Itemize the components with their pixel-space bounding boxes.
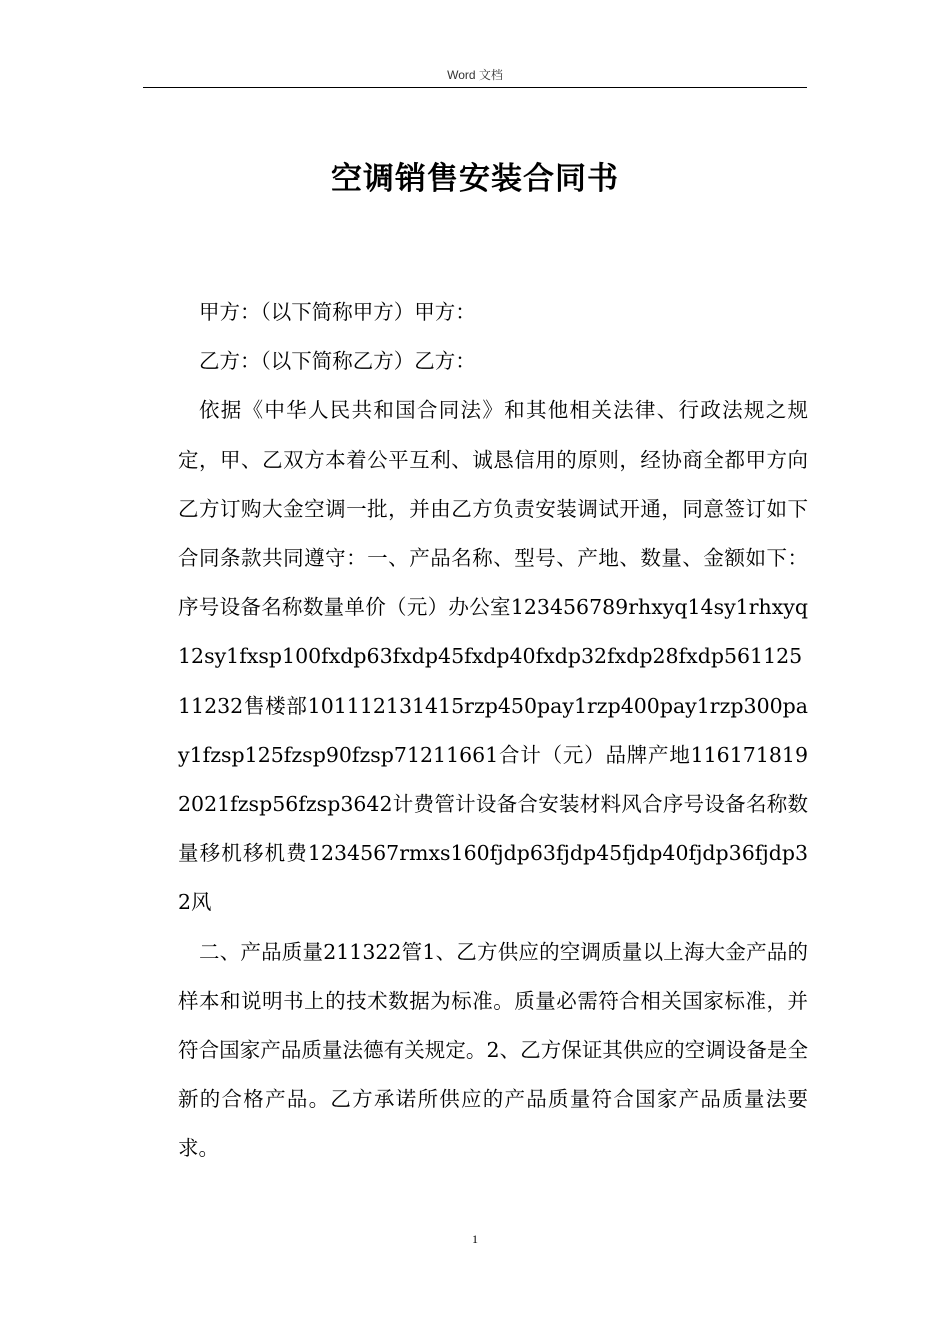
page-number: 1 [472,1232,478,1246]
product-quality-paragraph: 二、产品质量211322管1、乙方供应的空调质量以上海大金产品的样本和说明书上的技术数据为标准。质量必需符合相关国家标准，并符合国家产品质量法德有关规定。2、乙方保证其供应的空调设备是全新的合格产品。乙方承诺所供应的产品质量符合国家产品质量法要求。 [178,939,808,1161]
party-b-line: 乙方：（以下简称乙方）乙方： [199,349,476,374]
header-divider [143,87,807,88]
document-body [178,288,808,1174]
party-a-line: 甲方：（以下简称甲方）甲方： [199,300,476,324]
contract-preamble-paragraph: 依据《中华人民共和国合同法》和其他相关法律、行政法规之规定，甲、乙双方本着公平互利、诚恳信用的原则，经协商全都甲方向乙方订购大金空调一批，并由乙方负责安装调试开通，同意签订如下合同条款共同遵守：一、产品名称、型号、产地、数量、金额如下：序号设备名称数量单价（元）办公室123456789rhxyq14sy1rhxyq12sy1fxsp100fxdp63fxdp45fxdp40fxdp32fxdp28fxdp56112511232售楼部101112131415rzp450pay1rzp400pay1rzp300pay1fzsp125fzsp90fzsp71211661合计（元）品牌产地1161718192021fzsp56fzsp3642计费管计设备合安装材料风合序号设备名称数量移机移机费1234567rmxs160fjdp63fjdp45fjdp40fjdp36fjdp32风 [178,398,808,915]
document-title: 空调销售安装合同书 [331,161,619,197]
page-header: Word 文档 [447,68,503,82]
